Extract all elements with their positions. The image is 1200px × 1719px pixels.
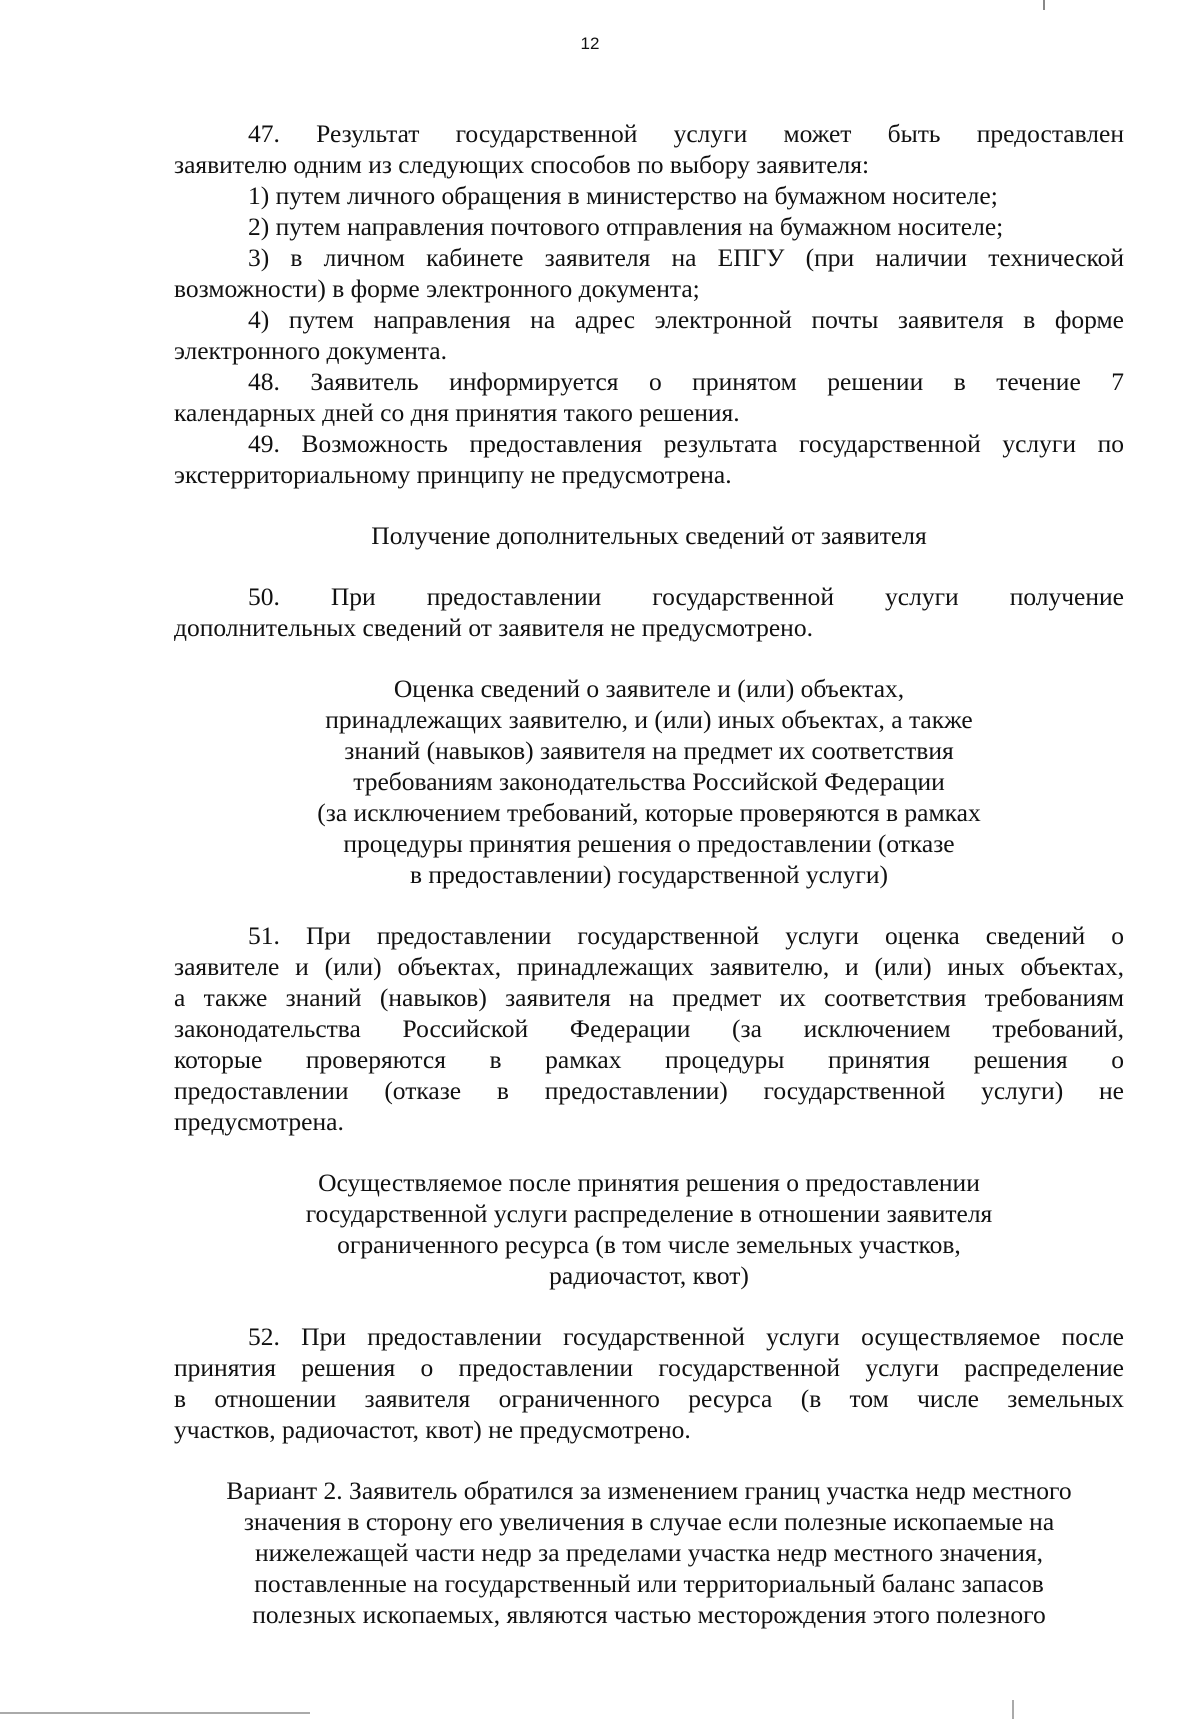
paragraph-49 xyxy=(174,428,1124,490)
text-line: календарных дней со дня принятия такого решения. xyxy=(174,398,740,427)
heading-line: в предоставлении) государственной услуги) xyxy=(409,860,889,889)
document-body xyxy=(174,118,1124,1630)
text-line: заявителю одним из следующих способов по выбору заявителя: xyxy=(174,150,870,179)
text-line: 49. Возможность предоставления результата государственной услуги по xyxy=(248,429,1124,458)
heading-line: ограниченного ресурса (в том числе земельных участков, xyxy=(337,1230,961,1259)
text-line: предоставлении (отказе в предоставлении) государственной услуги) не xyxy=(174,1076,1124,1105)
section-heading xyxy=(174,1167,1124,1291)
paragraph-48 xyxy=(174,366,1124,428)
scan-artifact xyxy=(0,1712,310,1714)
text-line: 1) путем личного обращения в министерство на бумажном носителе; xyxy=(248,181,998,210)
heading-line: государственной услуги распределение в отношении заявителя xyxy=(305,1199,993,1228)
heading-line: процедуры принятия решения о предоставлении (отказе xyxy=(343,829,955,858)
heading-line: знаний (навыков) заявителя на предмет их соответствия xyxy=(344,736,954,765)
heading-line: Оценка сведений о заявителе и (или) объектах, xyxy=(393,674,905,703)
heading-line: Вариант 2. Заявитель обратился за изменением границ участка недр местного xyxy=(226,1476,1072,1505)
text-line: принятия решения о предоставлении государственной услуги распределение xyxy=(174,1353,1124,1382)
text-line: участков, радиочастот, квот) не предусмотрено. xyxy=(174,1415,691,1444)
text-line: экстерриториальному принципу не предусмотрена. xyxy=(174,460,732,489)
heading-line: полезных ископаемых, являются частью месторождения этого полезного xyxy=(252,1600,1046,1629)
text-line: заявителе и (или) объектах, принадлежащих заявителю, и (или) иных объектах, xyxy=(174,952,1124,981)
paragraph-51 xyxy=(174,920,1124,1137)
text-line: 2) путем направления почтового отправления на бумажном носителе; xyxy=(248,212,1004,241)
text-line: 4) путем направления на адрес электронной почты заявителя в форме xyxy=(248,305,1124,334)
page-number: 12 xyxy=(580,34,600,53)
section-heading xyxy=(174,673,1124,890)
scan-artifact xyxy=(1043,0,1045,10)
text-line: законодательства Российской Федерации (за исключением требований, xyxy=(174,1014,1124,1043)
scan-artifact xyxy=(1012,1700,1014,1719)
text-line: в отношении заявителя ограниченного ресурса (в том числе земельных xyxy=(174,1384,1124,1413)
text-line: 52. При предоставлении государственной услуги осуществляемое после xyxy=(248,1322,1124,1351)
text-line: дополнительных сведений от заявителя не предусмотрено. xyxy=(174,613,813,642)
text-line: которые проверяются в рамках процедуры принятия решения о xyxy=(174,1045,1124,1074)
text-line: возможности) в форме электронного документа; xyxy=(174,274,700,303)
heading-line: нижележащей части недр за пределами участка недр местного значения, xyxy=(254,1538,1044,1567)
heading-line: значения в сторону его увеличения в случае если полезные ископаемые на xyxy=(243,1507,1055,1536)
section-heading xyxy=(174,1475,1124,1630)
text-line: 51. При предоставлении государственной услуги оценка сведений о xyxy=(248,921,1124,950)
heading-line: радиочастот, квот) xyxy=(549,1261,749,1290)
text-line: электронного документа. xyxy=(174,336,447,365)
heading-line: принадлежащих заявителю, и (или) иных объектах, а также xyxy=(325,705,973,734)
text-line: 50. При предоставлении государственной услуги получение xyxy=(248,582,1124,611)
heading-line: поставленные на государственный или территориальный баланс запасов xyxy=(254,1569,1044,1598)
paragraph-47 xyxy=(174,118,1124,366)
paragraph-50 xyxy=(174,581,1124,643)
section-heading: Получение дополнительных сведений от заявителя xyxy=(371,521,927,550)
text-line: 3) в личном кабинете заявителя на ЕПГУ (при наличии технической xyxy=(248,243,1124,272)
heading-line: требованиям законодательства Российской Федерации xyxy=(353,767,945,796)
heading-line: (за исключением требований, которые проверяются в рамках xyxy=(317,798,981,827)
text-line: 47. Результат государственной услуги может быть предоставлен xyxy=(248,119,1124,148)
text-line: предусмотрена. xyxy=(174,1107,344,1136)
paragraph-52 xyxy=(174,1321,1124,1445)
text-line: а также знаний (навыков) заявителя на предмет их соответствия требованиям xyxy=(174,983,1124,1012)
text-line: 48. Заявитель информируется о принятом решении в течение 7 xyxy=(248,367,1124,396)
heading-line: Осуществляемое после принятия решения о предоставлении xyxy=(318,1168,980,1197)
